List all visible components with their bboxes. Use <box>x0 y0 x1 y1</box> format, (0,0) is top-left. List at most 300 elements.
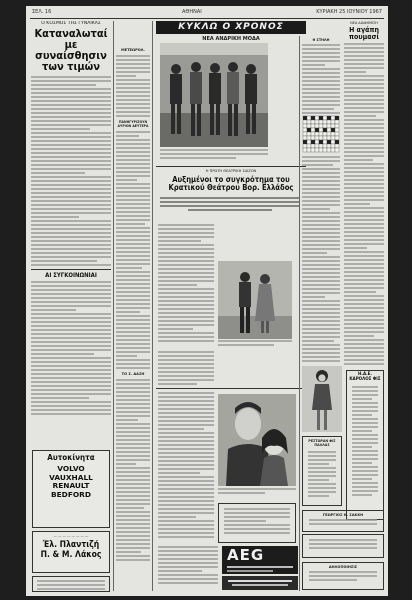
text-line <box>302 192 340 194</box>
crossword-cell <box>307 136 311 140</box>
text-line <box>344 51 384 53</box>
text-line <box>31 264 111 266</box>
crossword-cell <box>323 132 327 136</box>
text-line <box>352 414 372 416</box>
text-line <box>158 546 218 548</box>
text-line <box>158 244 214 246</box>
text-line <box>302 200 340 202</box>
text-line <box>158 359 214 361</box>
text-line <box>344 315 384 317</box>
text-line <box>31 289 111 291</box>
text-line <box>224 524 290 526</box>
crossword-cell <box>307 124 311 128</box>
text-line <box>344 291 376 293</box>
crossword-cell <box>335 116 339 120</box>
text-line <box>116 179 137 181</box>
couple-portrait-image <box>218 394 296 486</box>
text-line <box>31 208 111 210</box>
text-line <box>302 264 340 266</box>
text-line <box>31 252 111 254</box>
text-line <box>31 240 111 242</box>
text-line <box>116 131 150 133</box>
text-line <box>116 191 150 193</box>
text-line <box>116 283 150 285</box>
text-line <box>302 204 340 206</box>
text-line <box>344 107 384 109</box>
crossword-cell <box>331 116 335 120</box>
text-line <box>158 375 214 377</box>
crossword-cell <box>311 132 315 136</box>
far-right-column <box>344 21 384 366</box>
text-line <box>31 100 111 102</box>
text-line <box>116 539 150 541</box>
text-line <box>302 216 340 218</box>
text-line <box>31 224 111 226</box>
text-line <box>302 312 340 314</box>
issue-date: ΚΥΡΙΑΚΗ 25 ΙΟΥΝΙΟΥ 1967 <box>316 9 382 15</box>
text-line <box>302 220 340 222</box>
text-line <box>158 570 202 572</box>
text-line <box>31 361 111 363</box>
text-line <box>31 329 111 331</box>
text-line <box>31 281 111 283</box>
text-line <box>31 204 111 206</box>
crossword-cell <box>327 136 331 140</box>
crossword-cell <box>327 124 331 128</box>
page-number: ΣΕΛ. 16 <box>32 9 52 15</box>
text-line <box>158 574 218 576</box>
text-line <box>344 339 384 341</box>
text-line <box>344 279 384 281</box>
text-line <box>158 562 218 564</box>
text-line <box>31 337 111 339</box>
text-line <box>308 455 336 457</box>
text-line <box>158 424 214 426</box>
crossword-cell <box>303 144 307 148</box>
text-line <box>158 432 214 434</box>
text-line <box>302 180 340 182</box>
text-line <box>344 287 384 289</box>
text-line <box>116 183 150 185</box>
text-line <box>308 483 336 485</box>
transport-heading: ΑΙ ΣΥΓΚΟΙΝΩΝΙΑΙ <box>45 272 97 279</box>
text-line <box>116 263 150 265</box>
text-line <box>31 212 111 214</box>
text-line <box>31 132 111 134</box>
text-line <box>344 199 384 201</box>
text-line <box>116 511 150 513</box>
text-line <box>116 463 136 465</box>
text-line <box>158 456 214 458</box>
text-line <box>344 247 367 249</box>
text-line <box>224 516 290 518</box>
text-line <box>302 52 340 54</box>
text-line <box>158 252 214 254</box>
text-line <box>116 327 150 329</box>
text-line <box>31 325 111 327</box>
text-line <box>31 220 111 222</box>
text-line <box>116 259 150 261</box>
text-line <box>302 260 340 262</box>
column-listings <box>116 21 150 591</box>
text-line <box>344 323 384 325</box>
text-line <box>352 438 378 440</box>
text-line <box>116 159 150 161</box>
text-line <box>116 399 150 401</box>
text-line <box>344 75 384 77</box>
text-line <box>352 490 378 492</box>
text-line <box>116 335 150 337</box>
text-line <box>116 135 139 137</box>
text-line <box>31 228 111 230</box>
text-line <box>302 68 340 70</box>
text-line <box>116 59 150 61</box>
text-line <box>116 499 150 501</box>
text-line <box>31 124 111 126</box>
crossword-cell <box>319 144 323 148</box>
text-line <box>116 147 150 149</box>
text-line <box>302 72 340 74</box>
text-line <box>302 232 340 234</box>
couple-dancing-image <box>218 261 292 339</box>
text-line <box>116 79 150 81</box>
text-line <box>302 292 340 294</box>
georgios-title: ΓΕΩΡΓΙΟΣ Η. ΣΑΚΚΗ <box>322 513 364 517</box>
text-line <box>116 367 150 369</box>
text-line <box>344 359 384 361</box>
crossword-cell <box>303 136 307 140</box>
text-line <box>344 259 384 261</box>
text-line <box>158 532 214 534</box>
text-line <box>116 475 150 477</box>
text-line <box>158 304 214 306</box>
crossword-cell <box>331 144 335 148</box>
crossword-cell <box>307 140 311 144</box>
crossword-cell <box>331 128 335 132</box>
text-line <box>116 291 150 293</box>
crossword-cell <box>311 116 315 120</box>
text-line <box>31 104 111 106</box>
text-line <box>302 168 340 170</box>
text-line <box>158 520 214 522</box>
newspaper-page <box>26 6 388 596</box>
text-line <box>116 467 150 469</box>
text-line <box>158 412 214 414</box>
text-line <box>158 260 214 262</box>
text-line <box>158 236 214 238</box>
crossword-grid <box>302 114 340 154</box>
text-line <box>31 349 111 351</box>
crossword-cell <box>315 132 319 136</box>
text-line <box>308 467 336 469</box>
text-line <box>116 307 150 309</box>
text-line <box>302 280 340 282</box>
text-line <box>31 256 111 258</box>
text-line <box>116 155 150 157</box>
text-line <box>352 478 372 480</box>
lower-right-ad <box>302 534 384 558</box>
text-line <box>158 296 214 298</box>
text-line <box>116 139 150 141</box>
text-line <box>158 536 214 538</box>
text-line <box>116 347 150 349</box>
text-line <box>116 243 150 245</box>
text-line <box>224 512 290 514</box>
text-line <box>302 244 340 246</box>
crossword-cell <box>335 144 339 148</box>
crossword-cell <box>331 132 335 136</box>
text-line <box>158 340 214 342</box>
text-line <box>116 515 150 517</box>
text-line <box>31 285 111 287</box>
text-line <box>344 235 384 237</box>
text-line <box>344 167 384 169</box>
text-line <box>116 403 150 405</box>
text-line <box>302 196 340 198</box>
text-line <box>352 386 378 388</box>
text-line <box>31 76 111 78</box>
crossword-cell <box>311 120 315 124</box>
text-line <box>344 63 384 65</box>
crossword-cell <box>331 124 335 128</box>
text-line <box>344 123 384 125</box>
text-line <box>116 175 150 177</box>
text-line <box>116 435 150 437</box>
text-line <box>116 415 150 417</box>
text-line <box>158 272 214 274</box>
text-line <box>344 363 384 365</box>
crossword-cell <box>307 148 311 152</box>
brand-name: VAUXHALL <box>49 472 93 482</box>
text-line <box>116 363 150 365</box>
text-line <box>31 176 111 178</box>
text-line <box>224 520 266 522</box>
text-line <box>158 284 197 286</box>
text-line <box>344 271 384 273</box>
text-line <box>302 100 340 102</box>
text-line <box>116 359 150 361</box>
text-line <box>116 355 137 357</box>
text-line <box>158 371 214 373</box>
text-line <box>31 128 90 130</box>
crossword-cell <box>303 116 307 120</box>
crossword-cell <box>303 128 307 132</box>
text-line <box>158 308 214 310</box>
portrait-photo <box>218 394 296 486</box>
text-line <box>158 436 214 438</box>
text-line <box>158 554 218 556</box>
text-line <box>31 373 111 375</box>
crossword-cell <box>315 120 319 124</box>
text-line <box>158 224 214 226</box>
crossword-cell <box>319 148 323 152</box>
text-line <box>158 550 218 552</box>
crossword-cell <box>307 128 311 132</box>
text-line <box>302 80 340 82</box>
crossword-cell <box>323 140 327 144</box>
right-headline: Η αγάπη πουμασί <box>349 26 379 41</box>
fashion-caption <box>160 149 268 163</box>
text-line <box>31 409 111 411</box>
text-line <box>31 120 111 122</box>
text-line <box>116 443 150 445</box>
text-line <box>31 345 111 347</box>
text-line <box>344 223 384 225</box>
crossword-cell <box>323 136 327 140</box>
theatre-photo <box>218 261 292 339</box>
text-line <box>31 260 97 262</box>
crossword-cell <box>311 136 315 140</box>
text-line <box>116 459 150 461</box>
text-line <box>352 470 378 472</box>
text-line <box>302 84 340 86</box>
transport-text <box>31 281 111 415</box>
text-line <box>116 379 150 381</box>
text-line <box>31 297 111 299</box>
text-line <box>116 103 150 105</box>
text-line <box>302 108 334 110</box>
auto-brands-list <box>33 465 109 499</box>
text-line <box>116 559 150 561</box>
crossword-cell <box>311 124 315 128</box>
lower-middle-text <box>158 392 214 542</box>
crossword-cell <box>315 148 319 152</box>
text-line <box>116 187 150 189</box>
text-line <box>158 484 214 486</box>
text-line <box>116 231 150 233</box>
text-line <box>352 410 378 412</box>
dealer-line-1: Έλ. Πλαντιζή <box>42 540 100 550</box>
text-line <box>344 307 384 309</box>
text-line <box>116 479 150 481</box>
text-line <box>116 167 150 169</box>
text-line <box>352 398 372 400</box>
text-line <box>344 299 384 301</box>
text-line <box>31 164 111 166</box>
text-line <box>344 227 384 229</box>
aeg-phone-strip <box>222 576 298 590</box>
text-line <box>31 80 111 82</box>
text-line <box>116 323 150 325</box>
text-line <box>302 320 340 322</box>
text-line <box>158 408 214 410</box>
text-line <box>344 131 384 133</box>
text-line <box>344 79 384 81</box>
crossword-cell <box>327 132 331 136</box>
text-line <box>344 155 384 157</box>
text-line <box>344 91 384 93</box>
text-line <box>344 147 384 149</box>
crossword-cell <box>331 140 335 144</box>
text-line <box>344 135 384 137</box>
text-line <box>116 279 150 281</box>
text-line <box>352 450 378 452</box>
text-line <box>116 395 150 397</box>
text-line <box>116 303 150 305</box>
text-line <box>344 151 384 153</box>
text-line <box>158 400 214 402</box>
text-line <box>158 268 214 270</box>
text-line <box>116 387 150 389</box>
text-line <box>158 312 214 314</box>
theatre-kicker: Η ΠΡΩΤΗ ΘΕΑΤΡΙΚΗ ΣΑΙΖΟΝ <box>205 169 257 173</box>
text-line <box>352 394 378 396</box>
text-line <box>116 271 150 273</box>
text-line <box>116 287 150 289</box>
crossword-cell <box>335 148 339 152</box>
text-line <box>302 224 340 226</box>
crossword-cell <box>319 128 323 132</box>
text-line <box>158 379 214 381</box>
text-line <box>344 283 384 285</box>
text-line <box>158 367 214 369</box>
text-line <box>344 179 384 181</box>
crossword-cell <box>331 120 335 124</box>
text-line <box>116 63 150 65</box>
text-line <box>31 401 111 403</box>
text-line <box>158 404 214 406</box>
text-line <box>31 148 111 150</box>
aeg-ad <box>222 546 298 574</box>
text-line <box>116 143 150 145</box>
text-line <box>308 479 329 481</box>
text-line <box>344 211 384 213</box>
text-line <box>158 351 214 353</box>
text-line <box>302 228 340 230</box>
text-line <box>158 464 214 466</box>
text-line <box>344 319 384 321</box>
crossword-cell <box>303 140 307 144</box>
text-line <box>116 235 150 237</box>
text-line <box>116 55 150 57</box>
crossword-cell <box>327 128 331 132</box>
text-line <box>31 156 111 158</box>
text-line <box>158 328 193 330</box>
text-line <box>302 356 340 358</box>
text-line <box>31 216 79 218</box>
text-line <box>31 108 111 110</box>
text-line <box>31 293 111 295</box>
theatre-text-left <box>158 224 214 344</box>
crossword-cell <box>307 116 311 120</box>
text-line <box>302 324 340 326</box>
text-line <box>116 491 150 493</box>
text-line <box>302 360 340 362</box>
text-line <box>116 535 150 537</box>
text-line <box>31 200 111 202</box>
crossword-cell <box>303 148 307 152</box>
text-line <box>116 83 150 85</box>
crossword-cell <box>335 136 339 140</box>
text-line <box>116 295 150 297</box>
text-line <box>158 416 214 418</box>
crossword-cell <box>335 132 339 136</box>
text-line <box>344 335 374 337</box>
text-line <box>344 99 384 101</box>
text-line <box>31 341 111 343</box>
text-line <box>352 402 378 404</box>
text-line <box>158 288 214 290</box>
crossword-cell <box>319 116 323 120</box>
text-line <box>302 308 340 310</box>
text-line <box>344 267 384 269</box>
text-line <box>352 494 372 496</box>
woman-model-image <box>302 366 342 432</box>
text-line <box>224 508 290 510</box>
crossword-cell <box>307 132 311 136</box>
text-line <box>344 207 384 209</box>
crossword-cell <box>323 144 327 148</box>
